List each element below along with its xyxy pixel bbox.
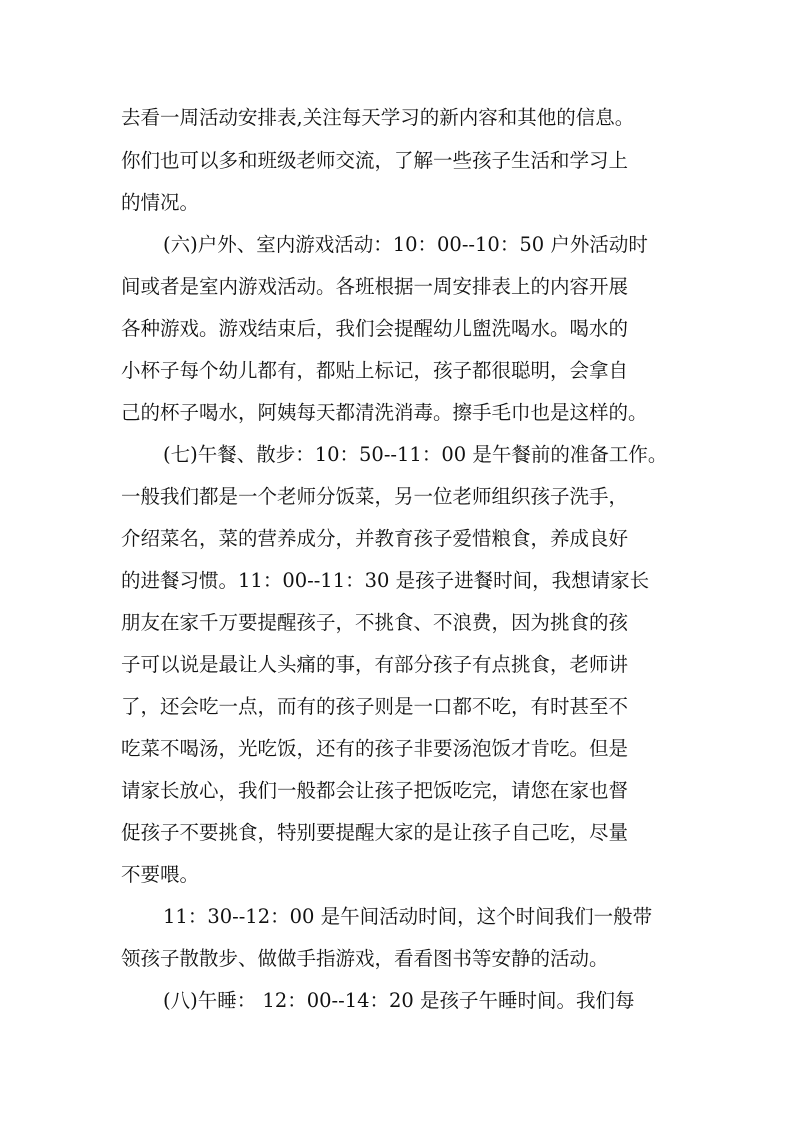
text-line: 小杯子每个幼儿都有，都贴上标记，孩子都很聪明，会拿自 [121, 359, 629, 382]
text-line: 一般我们都是一个老师分饭菜，另一位老师组织孩子洗手， [121, 485, 629, 508]
text-line: 不要喂。 [121, 863, 200, 886]
text-line: 的情况。 [121, 191, 200, 214]
text-line: 子可以说是最让人头痛的事，有部分孩子有点挑食，老师讲 [121, 653, 629, 676]
paragraph-heading-line: (七)午餐、散步：10：50--11：00 是午餐前的准备工作。 [163, 443, 668, 466]
text-line: 了，还会吃一点，而有的孩子则是一口都不吃，有时甚至不 [121, 695, 629, 718]
text-line: 请家长放心，我们一般都会让孩子把饭吃完，请您在家也督 [121, 779, 629, 802]
text-line: 的进餐习惯。11：00--11：30 是孩子进餐时间，我想请家长 [121, 569, 650, 592]
text-line: 领孩子散散步、做做手指游戏，看看图书等安静的活动。 [121, 947, 609, 970]
text-line: 去看一周活动安排表,关注每天学习的新内容和其他的信息。 [121, 106, 635, 129]
text-line: 你们也可以多和班级老师交流，了解一些孩子生活和学习上 [121, 149, 629, 172]
text-line: 吃菜不喝汤，光吃饭，还有的孩子非要汤泡饭才肯吃。但是 [121, 737, 629, 760]
paragraph-start-line: 11：30--12：00 是午间活动时间，这个时间我们一般带 [163, 905, 653, 928]
paragraph-heading-line: (六)户外、室内游戏活动：10：00--10：50 户外活动时 [163, 233, 648, 256]
text-line: 朋友在家千万要提醒孩子，不挑食、不浪费，因为挑食的孩 [121, 611, 629, 634]
text-line: 己的杯子喝水，阿姨每天都清洗消毒。擦手毛巾也是这样的。 [121, 401, 648, 424]
text-line: 促孩子不要挑食，特别要提醒大家的是让孩子自己吃，尽量 [121, 821, 629, 844]
paragraph-heading-line: (八)午睡： 12：00--14：20 是孩子午睡时间。我们每 [163, 989, 635, 1012]
text-line: 介绍菜名，菜的营养成分，并教育孩子爱惜粮食，养成良好 [121, 527, 629, 550]
text-line: 间或者是室内游戏活动。各班根据一周安排表上的内容开展 [121, 275, 629, 298]
text-line: 各种游戏。游戏结束后，我们会提醒幼儿盥洗喝水。喝水的 [121, 317, 629, 340]
